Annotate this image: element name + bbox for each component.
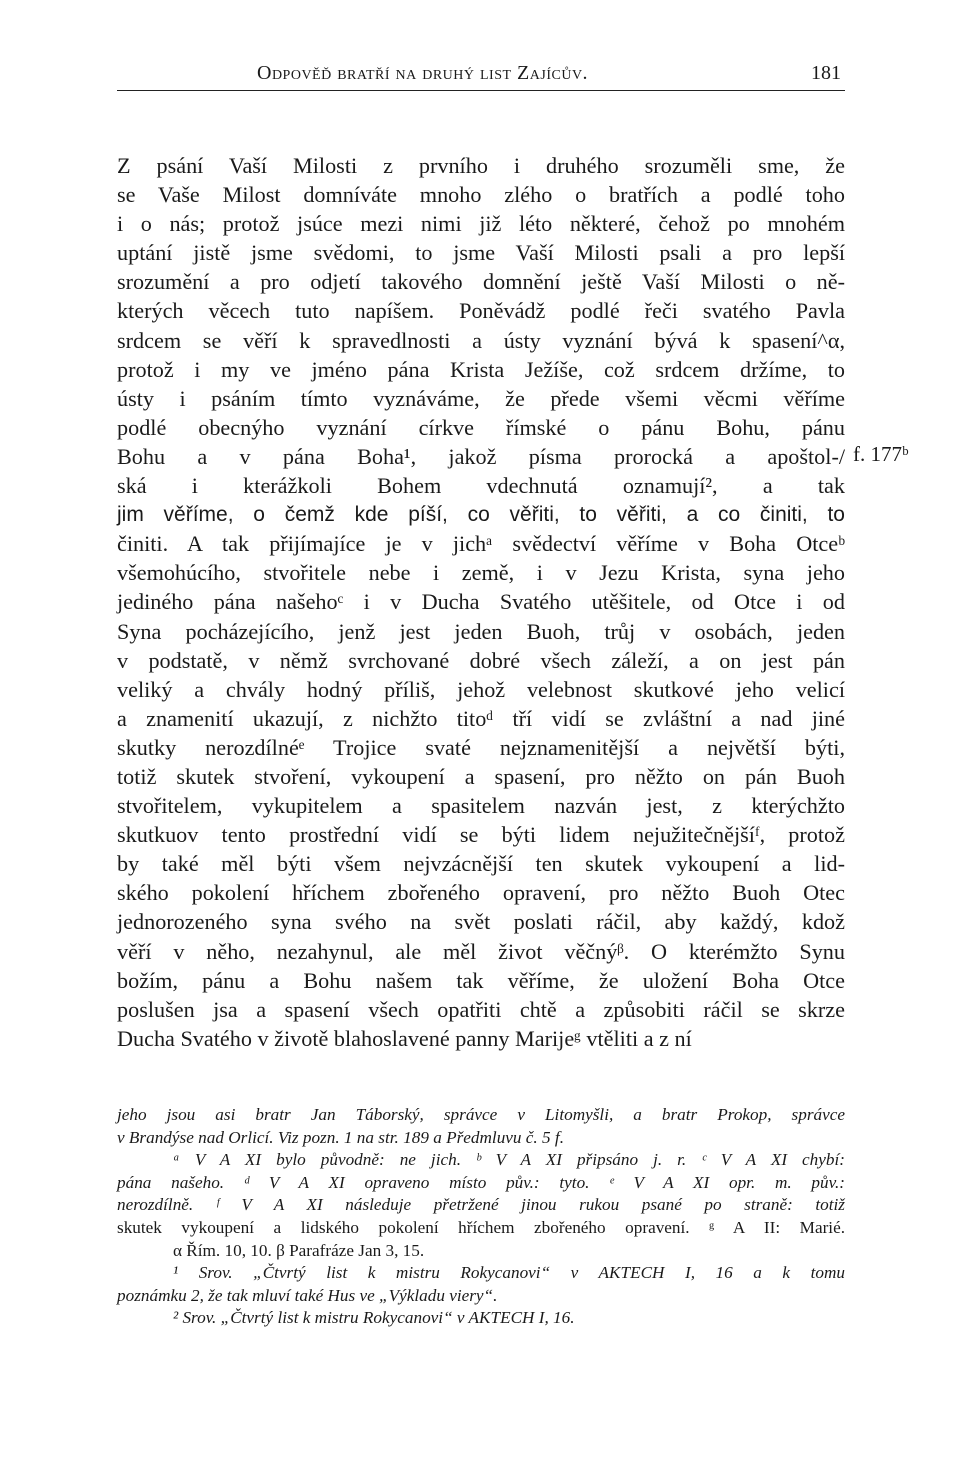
body-line: Ducha Svatého v životě blahoslavené panny Marijeᵍ vtěliti a z ní xyxy=(117,1025,692,1051)
body-text xyxy=(117,151,845,1053)
footnote-line: ᵃ V A XI bylo původně: ne jich. ᵇ V A XI připsáno j. r. ᶜ V A XI chybí: xyxy=(173,1150,845,1170)
body-line: Z psání Vaší Milosti z prvního i druhého srozuměli sme, že xyxy=(117,153,845,178)
body-line: všemohúcího, stvořitele nebe i země, i v Jezu Krista, syna jeho xyxy=(117,560,845,586)
body-line: věří v něho, nezahynul, ale měl život věčnýᵝ. O kterémžto Synu xyxy=(117,938,845,964)
body-line: v podstatě, v němž svrchované dobré všech záleží, a on jest pán xyxy=(117,647,845,673)
footnote-line: ¹ Srov. „Čtvrtý list k mistru Rokycanovi“ v AKTECH I, 16 a k tomu xyxy=(173,1263,845,1283)
footnote-line: jeho jsou asi bratr Jan Táborský, správce v Litomyšli, a bratr Prokop, správce xyxy=(117,1105,845,1124)
footnote-line: skutek vykoupení a lidského pokolení hříchem zbořeného opravení. ᵍ A II: Marié. xyxy=(117,1217,845,1237)
body-line: poslušen jsa a spasení všech opatřiti chtě a způsobiti ráčil se skrze xyxy=(117,996,845,1022)
body-line: totiž skutek stvoření, vykoupení a spasení, pro něžto on pán Buoh xyxy=(117,763,845,789)
footnotes xyxy=(117,1104,845,1330)
body-line: ústy i psáním tímto vyznáváme, že přede všemi věcmi věříme xyxy=(117,385,845,411)
running-header xyxy=(117,58,845,91)
folio-margin-note: f. 177ᵇ xyxy=(853,442,909,466)
body-line: skutkuov tento prostřední vidí se býti lidem nejužitečnějšíᶠ, protož xyxy=(117,822,845,848)
body-line: skutky nerozdílnéᵉ Trojice svaté nejznamenitější a největší býti, xyxy=(117,734,845,760)
body-line: podlé obecnýho vyznání církve římské o pánu Bohu, pánu xyxy=(117,414,845,440)
body-line: kterých věcech tuto napíšem. Poněvádž podlé řeči svatého Pavla xyxy=(117,298,845,324)
footnote-line: nerozdílně. ᶠ V A XI následuje přetržené jinou rukou psané po straně: totiž xyxy=(117,1195,845,1215)
body-line: i o nás; protož jsúce mezi nimi již léto některé, čehož po mnohém xyxy=(117,211,845,237)
body-line: stvořitelem, vykupitelem a spasitelem nazván jest, z kterýchžto xyxy=(117,793,845,819)
body-line: jim věříme, o čemž kde píší, co věřiti, to věřiti, a co činiti, to xyxy=(117,503,845,527)
body-line: božím, pánu a Bohu našem tak věříme, že uložení Boha Otce xyxy=(117,967,845,993)
body-line: protož i my ve jméno pána Krista Ježíše, což srdcem držíme, to xyxy=(117,356,845,382)
header-title: Odpověď bratří na druhý list Zajícův. xyxy=(257,62,589,84)
body-line: by také měl býti všem nejvzácnější ten skutek vykoupení a lid- xyxy=(117,851,845,877)
body-line: jednorozeného syna svého na svět poslati ráčil, aby každý, kdož xyxy=(117,909,845,935)
footnote-line: pána našeho. ᵈ V A XI opraveno místo pův.: tyto. ᵉ V A XI opr. m. pův.: xyxy=(117,1172,845,1192)
body-line: srozumění a pro odjetí takového domnění ještě Vaší Milosti o ně- xyxy=(117,269,845,295)
body-line: ského pokolení hříchem zbořeného opravení, pro něžto Buoh Otec xyxy=(117,880,845,906)
body-line: Bohu a v pána Boha¹, jakož písma prorocká a apoštol-/ xyxy=(117,443,845,469)
body-line: ská i kterážkoli Bohem vdechnutá oznamují², a tak xyxy=(117,473,845,499)
body-line: činiti. A tak přijímajíce je v jichᵃ svědectví věříme v Boha Otceᵇ xyxy=(117,531,845,557)
body-line: jediného pána našehoᶜ i v Ducha Svatého utěšitele, od Otce i od xyxy=(117,589,845,615)
page-number: 181 xyxy=(811,62,841,84)
body-line: srdcem se věří k spravedlnosti a ústy vyznání bývá k spasení^α, xyxy=(117,327,845,353)
body-line: Syna pocházejícího, jenž jest jeden Buoh, trůj v osobách, jeden xyxy=(117,618,845,644)
body-line: se Vaše Milost domníváte mnoho zlého o bratřích a podlé toho xyxy=(117,182,845,208)
body-line: a znamenití ukazují, z nichžto titoᵈ tří vidí se zvláštní a nad jiné xyxy=(117,705,845,731)
footnote-line: α Řím. 10, 10. β Parafráze Jan 3, 15. xyxy=(173,1240,425,1260)
footnote-line: poznámku 2, že tak mluví také Hus ve „Výkladu viery“. xyxy=(117,1285,498,1305)
footnote-line: v Brandýse nad Orlicí. Viz pozn. 1 na str. 189 a Předmluvu č. 5 f. xyxy=(117,1127,564,1147)
footnote-line: ² Srov. „Čtvrtý list k mistru Rokycanovi“ v AKTECH I, 16. xyxy=(173,1308,575,1328)
body-line: uptání jistě jsme svědomi, to jsme Vaší Milosti psali a pro lepší xyxy=(117,240,845,266)
body-line: veliký a chvály hodný příliš, jehož velebnost skutkové jeho velicí xyxy=(117,676,845,702)
